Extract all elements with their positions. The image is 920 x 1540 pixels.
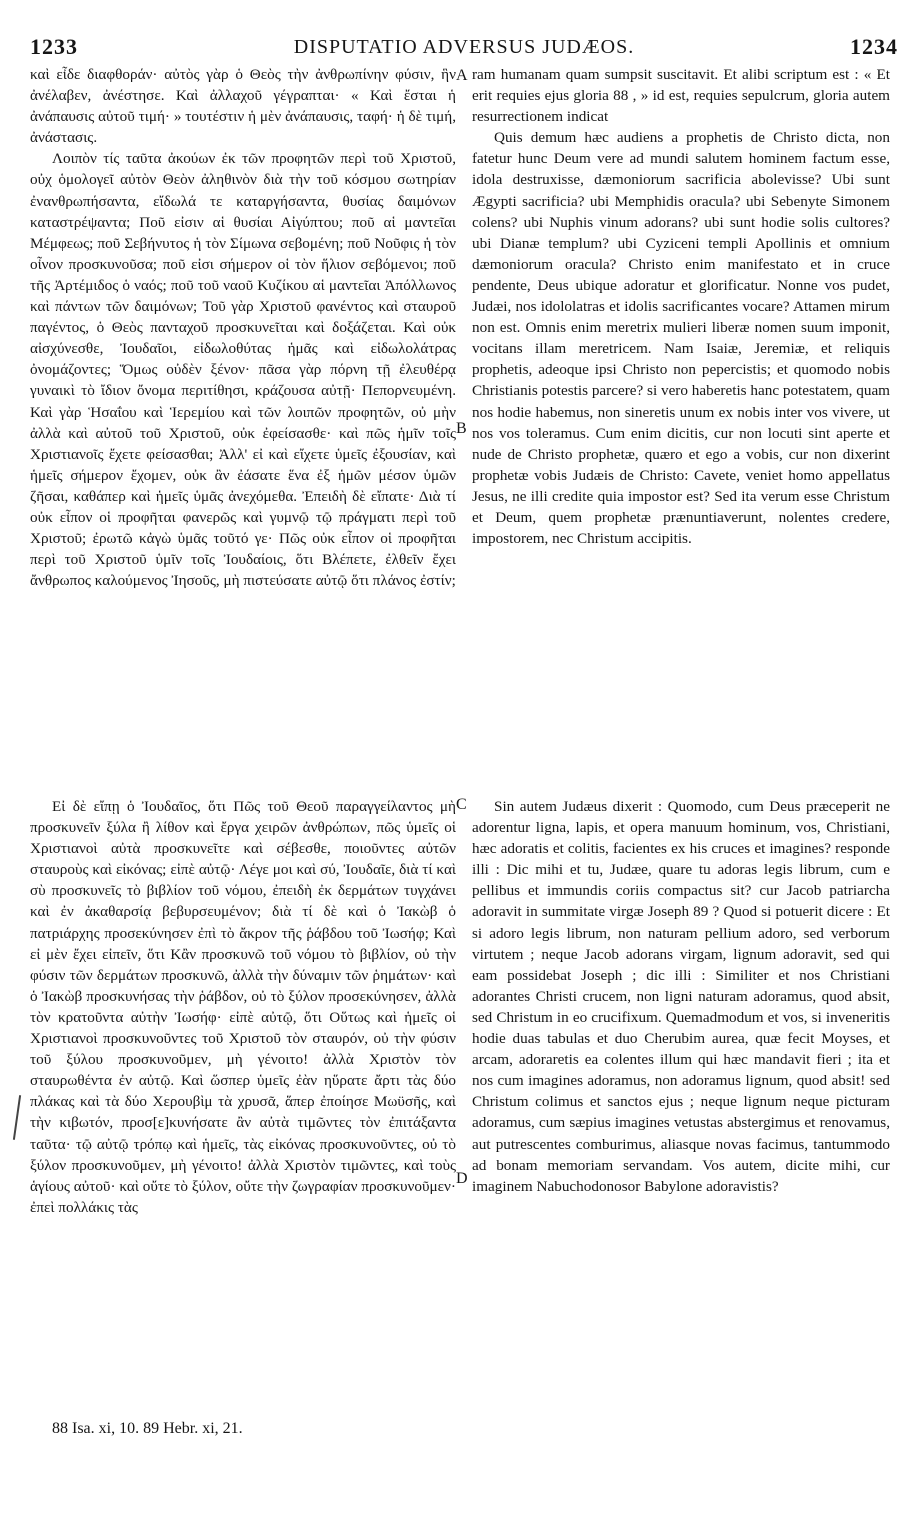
margin-mark [13, 1095, 21, 1140]
latin-paragraph-3: Sin autem Judæus dixerit : Quomodo, cum Deus præceperit ne adorentur ligna, lapis, et opera manuum hominum, vos, Christiani, hæc adoratis et colitis, facientes ex his cruces et imagines? responde illi : Dic mihi et tu, Judæe, quare tu adoras legis librum, cum e pellibus et immundis coriis compactus sit? cur Jacob patriarcha adoravit in summitate virgæ Joseph 89 ? Quod si potuerit dicere : Et si adoro legis librum, non naturam pellium adoro, sed verborum virtutem ; neque Jacob adorans virgam, lignum adoravit, sed qui eam possidebat Joseph ; dic illi : Similiter et nos Christiani adorantes Christi crucem, non ligni naturam adoramus, quod absit, sed Christum in eo crucifixum. Quemadmodum et vos, si inveneritis hodie duas tabulas et duo Cherubim aurea, quæ fecit Moyses, et arcam, adoraretis ea colentes illum qui hæc mandavit fieri ; ita et nos cum imagines adoramus, non adoramus lignum, quod absit! sed Christum colimus et sanctos ejus ; neque lignum neque picturam adoramus, cum sæpius imagines vetustas abstergimus et renovamus, aut putrescentes comburimus, aliasque novas facimus, tantummodo ad bonam memoriam servandam. Vos autem, dicite mihi, cur imaginem Nabuchodonosor Babylone adoravistis? [472, 798, 890, 1195]
greek-paragraph-3: Εἰ δὲ εἴπῃ ὁ Ἰουδαῖος, ὅτι Πῶς τοῦ Θεοῦ παραγγείλαντος μὴ προσκυνεῖν ξύλα ἢ λίθον καὶ ἔργα χειρῶν ἀνθρώπων, πῶς ὑμεῖς οἱ Χριστιανοὶ αὐτὰ προσκυνεῖτε καὶ σέβεσθε, ποιοῦντες αὐτῶν σταυροὺς καὶ εἰκόνας; εἰπὲ αὐτῷ· Λέγε μοι καὶ σύ, Ἰουδαῖε, διὰ τί καὶ σὺ προσκυνεῖς τὸ βιβλίον τοῦ νόμου, ἐπειδὴ ἐκ δερμάτων τυγχάνει καὶ ἐν ἀκαθαρσίᾳ βεβυρσευμένον; διὰ τί δὲ καὶ ὁ Ἰακὼβ ὁ πατριάρχης προσεκύνησεν ἐπὶ τὸ ἄκρον τῆς ῥάβδου τοῦ Ἰωσήφ; Καὶ εἰ μὲν ἔχει εἰπεῖν, ὅτι Κἂν προσκυνῶ τοῦ νόμου τὸ βιβλίον, οὐ τὴν φύσιν τῶν δερμάτων προσκυνῶ, ἀλλὰ τὴν δύναμιν τῶν ῥημάτων· καὶ ὁ Ἰακὼβ προσκυνήσας τὴν ῥάβδον, οὐ τὸ ξύλον προσεκύνησεν, ἀλλὰ τὸν κρατοῦντα αὐτὴν Ἰωσήφ· εἰπὲ αὐτῷ, ὅτι Οὕτως καὶ ἡμεῖς οἱ Χριστιανοὶ προσκυνοῦντες τοῦ Χριστοῦ τὸν σταυρόν, οὐ τὴν φύσιν τοῦ ξύλου προσκυνοῦμεν, μὴ γένοιτο! ἀλλὰ Χριστὸν τὸν σταυρωθέντα ἐν αὐτῷ. Καὶ ὥσπερ ὑμεῖς ἐὰν ηὕρατε ἄρτι τὰς δύο πλάκας καὶ τὰ δύο Χερουβὶμ τὰ χρυσᾶ, ἅπερ ἐποίησε Μωϋσῆς, καὶ τὴν κιβωτόν, προσ[ε]κυνήσατε ἂν αὐτὰ τιμῶντες τὸν ἐπιτάξαντα ταῦτα· τῷ αὐτῷ τρόπῳ καὶ ἡμεῖς, τὰς εἰκόνας προσκυνοῦντες, οὐ τὸ ξύλον προσκυνοῦμεν, μὴ γένοιτο! ἀλλὰ Χριστὸν τιμῶντες, καὶ τοὺς ἁγίους αὐτοῦ· καὶ οὔτε τὸ ξύλον, οὔτε τὴν ζωγραφίαν προσκυνοῦμεν· ἐπεὶ πολλάκις τὰς [30, 798, 456, 1216]
greek-paragraph-1: καὶ εἶδε διαφθοράν· αὐτὸς γὰρ ὁ Θεὸς τὴν ἀνθρωπίνην φύσιν, ἣν ἀνέλαβεν, ἀνέστησε. Καὶ ἀλλαχοῦ γέγραπται· « Καὶ ἔσται ἡ ἀνάπαυσις αὐτοῦ τιμή· » τουτέστιν ἡ μὲν ἀνάπαυσις, ταφή· ἡ δὲ τιμή, ἀνάστασις. [30, 66, 456, 147]
page-header [30, 34, 898, 64]
latin-paragraph-2: Quis demum hæc audiens a prophetis de Christo dicta, non fatetur hunc Deum vere ad mundi salutem hominem factum esse, idola destruxisse, dæmoniorum sacrificia abolevisse? Ubi sunt Ægypti sacrificia? ubi Memphidis oracula? ubi Sebenyte Simonem colens? ubi Nuphis vinum adorans? ubi sunt hodie solis cultores? ubi Dianæ templum? ubi Cyziceni templi Apollinis et omnium dæmoniorum oracula? Christo enim manifestato et in cruce pendente, Deus ubique adoratur et glorificatur. Nonne vos pudet, Judæi, nos idololatras et idolis sacrificantes vocare? Attamen mirum non est. Omnis enim meretrix mulieri liberæ nomen suum imponit, vocitans illam meretricem. Nam Isaiæ, Jeremiæ, et reliquis prophetis, adeoque ipsi Christo non pepercistis; et quomodo nobis Christianis potestis parcere? si vero haberetis hanc potestatem, quam nos hodie habemus, non sineretis unum ex nobis inter vos vivere, ut nos vos toleramus. Cum enim dicitis, cur non locuti sint aperte et nude de Christo prophetæ, quæro et ego a vobis, cur non dixerint prophetæ vobis Judæis de Christo: Cavete, veniet homo appellatus Jesus, ne illi credite quia impostor est? Sed ita verum esse Christum et Deum, quem prophetæ prænuntiaverunt, nolentes credere, impostorem, nec Christum accipitis. [472, 129, 890, 548]
running-title: DISPUTATIO ADVERSUS JUDÆOS. [293, 36, 635, 58]
left-page-number: 1233 [30, 34, 78, 59]
latin-column-lower [472, 796, 890, 1197]
greek-column-lower [30, 796, 456, 1218]
latin-paragraph-1: ram humanam quam sumpsit suscitavit. Et alibi scriptum est : « Et erit requies ejus gloria 88 , » id est, requies sepulcrum, gloria autem resurrectionem indicat [472, 66, 890, 126]
section-marker-a: A [456, 67, 468, 84]
section-marker-d: D [456, 1170, 468, 1187]
right-page-number: 1234 [850, 34, 898, 59]
footnote: 88 Isa. xi, 10. 89 Hebr. xi, 21. [52, 1420, 243, 1437]
section-marker-b: B [456, 420, 467, 437]
greek-column [30, 64, 456, 591]
greek-paragraph-2: Λοιπὸν τίς ταῦτα ἀκούων ἐκ τῶν προφητῶν περὶ τοῦ Χριστοῦ, οὐχ ὁμολογεῖ αὐτὸν Θεὸν ἀληθινὸν διὰ τὴν τοῦ κόσμου σωτηρίαν ἐνανθρωπήσαντα, εἴδωλά τε καταργήσαντα, θυσίας δαιμόνων καταστρέψαντα; Ποῦ εἰσιν αἱ θυσίαι Αἰγύπτου; ποῦ αἱ μαντεῖαι Μέμφεως; ποῦ Σεβήνυτος ἡ τὸν Σίμωνα σεβομένη; ποῦ Νοῦφις ἡ τὸν οἶνον προσκυνοῦσα; ποῦ εἰσι σήμερον οἱ τὸν ἥλιον σεβόμενοι; ποῦ τῆς Ἀρτέμιδος ὁ ναός; ποῦ τοῦ ναοῦ Κυζίκου αἱ μαντεῖαι Ἀπόλλωνος καὶ πάντων τῶν δαιμόνων; Τοῦ γὰρ Χριστοῦ φανέντος καὶ σταυροῦ παγέντος, ὁ Θεὸς πανταχοῦ προσκυνεῖται καὶ δοξάζεται. Καὶ οὐκ αἰσχύνεσθε, Ἰουδαῖοι, εἰδωλοθύτας ἡμᾶς καὶ εἰδωλολάτρας ὀνομάζοντες; Ὅμως οὐδὲν ξένον· πᾶσα γὰρ πόρνη τῇ ἐλευθέρᾳ γυναικὶ τὸ ἴδιον ὄνομα περιτίθησι, κράζουσα αὐτῇ· Πεπορνευμένη. Καὶ γὰρ Ἡσαΐου καὶ Ἱερεμίου καὶ τῶν λοιπῶν προφητῶν, οὐ μὴν ἀλλὰ καὶ αὐτοῦ τοῦ Χριστοῦ, οὐκ ἐφείσασθε· καὶ πῶς ἡμῖν τοῖς Χριστιανοῖς ἔχετε φείσασθαι; Ἀλλ' εἰ καὶ εἴχετε ὑμεῖς ἐξουσίαν, καὶ ἡμεῖς σήμερον ἔχομεν, οὐκ ἂν ἐάσατε ἕνα ἐξ ἡμῶν μέσον ὑμῶν ζῆσαι, καθάπερ καὶ ἡμεῖς ὑμᾶς ἀνεχόμεθα. Ἐπειδὴ δὲ εἴπατε· Διὰ τί οὐκ εἶπον οἱ προφῆται φανερῶς καὶ γυμνῷ τῷ πράγματι περὶ τοῦ Χριστοῦ; ἐρωτῶ κἀγὼ ὑμᾶς τοῦτό γε· Πῶς οὐκ εἶπον οἱ προφῆται περὶ τοῦ Χριστοῦ ὑμῖν τοῖς Ἰουδαίοις, ὅτι Βλέπετε, ἐλθεῖν ἔχει ἄνθρωπος καλούμενος Ἰησοῦς, μὴ πιστεύσατε αὐτῷ ὅτι πλάνος ἐστίν; [30, 150, 456, 590]
section-marker-c: C [456, 796, 467, 813]
latin-column [472, 64, 890, 549]
